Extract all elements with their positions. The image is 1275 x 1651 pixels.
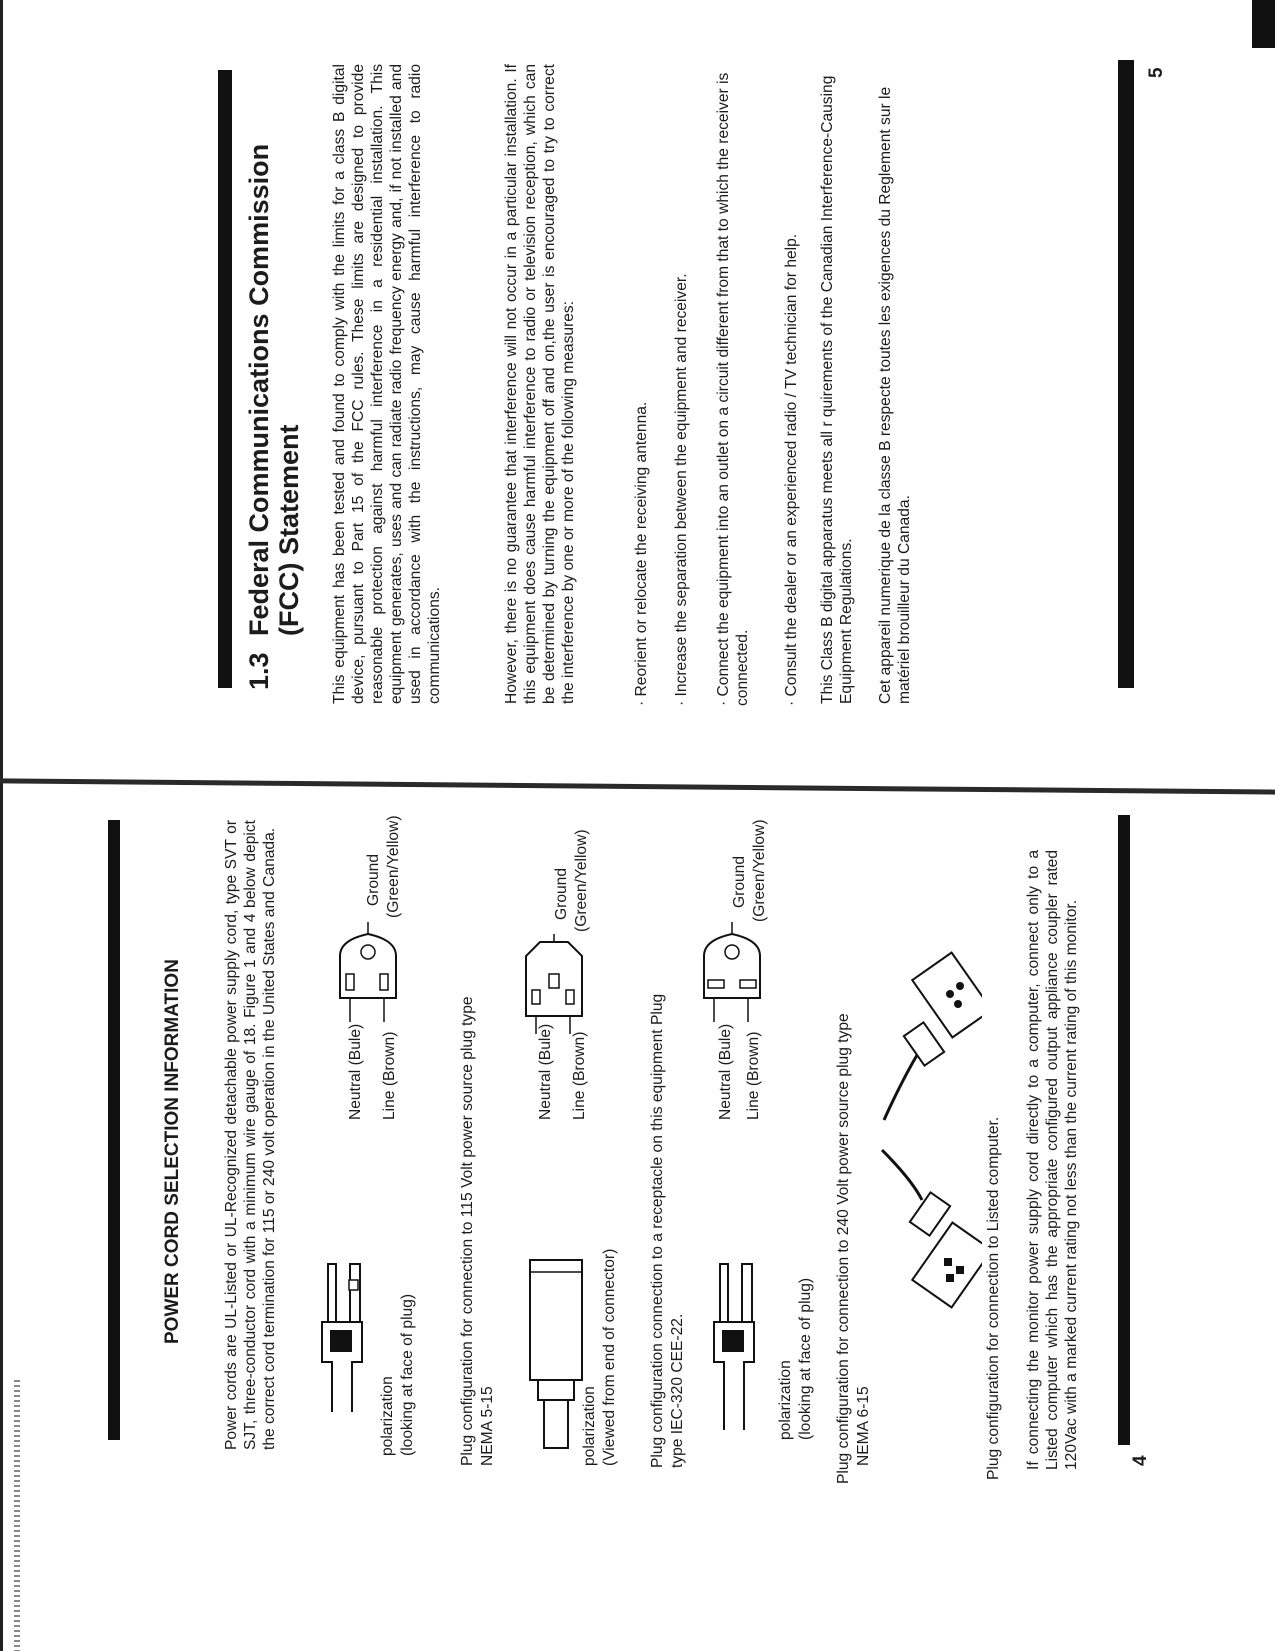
fcc-measure-1: · Reorient or relocate the receiving antenna.: [633, 401, 650, 706]
page-number-4: 4: [1130, 1455, 1151, 1466]
fcc-section-number: 1.3: [244, 652, 274, 690]
fig1-ground: Ground: [365, 853, 382, 906]
fig2-ground: Ground: [553, 867, 570, 920]
computer-coupler-figure-b: [872, 950, 982, 1130]
fig2-line: Line (Brown): [571, 1031, 588, 1120]
fcc-measure-3: · Connect the equipment into an outlet on a circuit different from that to which the receiver is connected.: [715, 72, 751, 706]
scan-edge-noise: [14, 1380, 20, 1651]
fig3-caption-line2: NEMA 6-15: [855, 1386, 872, 1466]
fig2-caption-line2: type IEC-320 CEE-22.: [669, 1313, 686, 1468]
fig3-ground-color-label: (Green/Yellow): [751, 819, 768, 922]
fig2-ground-color-label: (Green/Yellow): [573, 829, 590, 932]
fig3-polarization-note-label: (looking at face of plug): [797, 1277, 814, 1440]
fig1-polarization-label: polarization: [379, 1376, 396, 1456]
nema-5-15-face-figure: [338, 922, 408, 1022]
fig1-caption-line1: Plug configuration for connection to 115 Volt power source plug type: [459, 996, 476, 1466]
fig1-polarization-note-label: (looking at face of plug): [399, 1293, 416, 1456]
scan-corner-mark: [1252, 0, 1275, 48]
nema-6-15-plug-figure: [694, 1262, 784, 1432]
fig2-neutral: Neutral (Bule): [537, 1023, 554, 1120]
page-number-5: 5: [1146, 67, 1167, 78]
fig1-neutral: Neutral (Bule): [347, 1023, 364, 1120]
iec-320-face-figure: [522, 934, 592, 1034]
fig1-ground-color-label: (Green/Yellow): [385, 815, 402, 918]
power-cord-closing: If connecting the monitor power supply cord directly to a computer, connect only to a Listed computer which has the appropriate configured output appliance coupler rated 120Vac with a marked current rating not less than the current rating of this monitor.: [1025, 850, 1080, 1470]
fig4-caption: Plug configuration for connection to Listed computer.: [985, 1116, 1002, 1480]
iec-320-connector-figure: [526, 1250, 586, 1450]
fig3-polarization-label: polarization: [777, 1360, 794, 1440]
fcc-paragraph-1: This equipment has been tested and found to comply with the limits for a class B digital device, pursuant to Part 15 of the FCC rules. These limits are designed to provide reasonable protection against harmful interference in a residential installation. This equipment generates, uses and can radiate radio frequency energy and, if not installed and used in accordance with the instructions, may cause harmful interference to radio communications.: [331, 64, 443, 704]
fcc-measure-2: · Increase the separation between the equipment and receiver.: [673, 273, 690, 706]
power-cord-intro: Power cords are UL-Listed or UL-Recognized detachable power supply cord, type SVT or SJT, three-conductor cord with a minimum wire gauge of 18. Figure 1 and 4 below depict the correct cord termination for 115 or 240 volt operation in the United States and Canada.: [223, 820, 278, 1450]
fcc-title-line2: (FCC) Statement: [274, 424, 304, 636]
power-cord-title: POWER CORD SELECTION INFORMATION: [162, 959, 183, 1344]
fcc-measure-4: · Consult the dealer or an experienced radio / TV technician for help.: [783, 233, 800, 706]
fig1-line: Line (Brown): [381, 1031, 398, 1120]
nema-6-15-face-figure: [702, 922, 772, 1022]
fig3-neutral: Neutral (Bule): [717, 1023, 734, 1120]
fig3-ground: Ground: [731, 855, 748, 908]
fig2-polarization-note-label: (Viewed from end of connector): [601, 1248, 618, 1466]
page4-left-rule: [108, 820, 120, 1440]
scan-edge: [0, 0, 3, 1651]
computer-coupler-figure-a: [872, 1140, 982, 1320]
fcc-paragraph-2: However, there is no guarantee that interference will not occur in a particular installation. If this equipment does cause harmful interference to radio or television reception, which can be determined by turning the equipment off and on,the user is encouraged to try to correct the interference by one or more of the following measures:: [503, 64, 577, 704]
fig2-polarization-label: polarization: [581, 1386, 598, 1466]
fig2-caption-line1: Plug configuration connection to a receptacle on this equipment Plug: [649, 993, 666, 1468]
page5-left-rule: [218, 70, 232, 688]
fig3-caption-line1: Plug configuration for connection to 240 Volt power source plug type: [835, 1013, 852, 1484]
page5-right-rule: [1118, 60, 1134, 688]
page4-right-rule: [1118, 815, 1130, 1445]
fcc-canada-english: This Class B digital apparatus meets all r quirements of the Canadian Interference-Causing Equipment Regulations.: [819, 75, 855, 704]
fig3-line: Line (Brown): [745, 1031, 762, 1120]
fcc-canada-french: Cet appareil numerique de la classe B respecte toutes les exigences du Reglement sur le matériel brouilleur du Canada.: [877, 86, 913, 704]
fcc-title-line1: Federal Communications Commission: [244, 143, 274, 636]
fig1-caption-line2: NEMA 5-15: [479, 1386, 496, 1466]
page-fold-line: [0, 778, 1275, 794]
